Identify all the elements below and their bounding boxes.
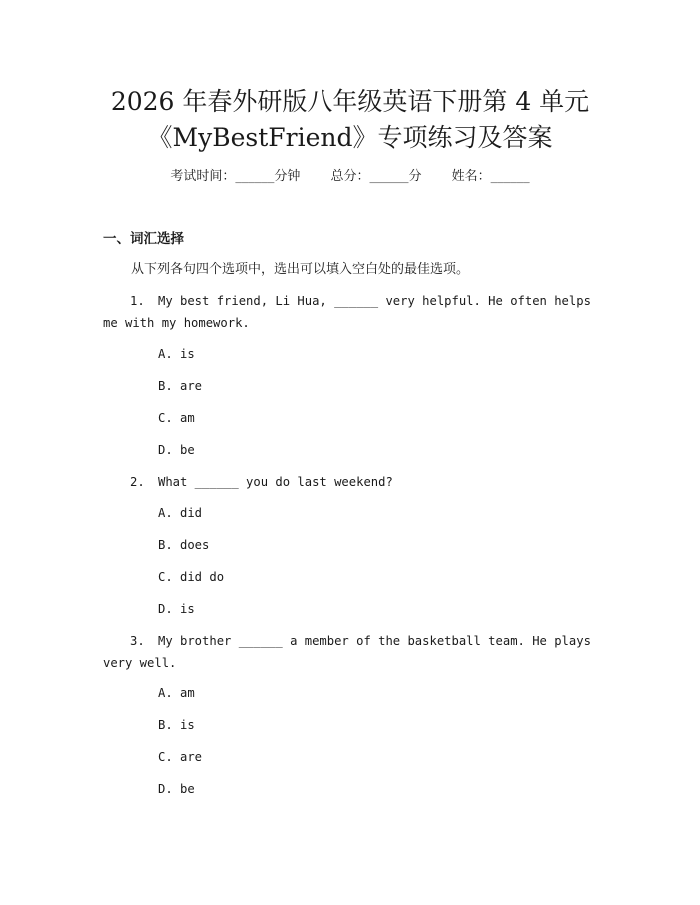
exam-total-score: 总分：______分 [330,169,422,184]
option: C. are [158,750,203,764]
question [103,290,597,334]
section-instruction: 从下列各句四个选项中，选出可以填入空白处的最佳选项。 [131,262,470,277]
question [103,630,597,674]
option: C. am [158,411,195,425]
question-text: My best friend, Li Hua, ______ very helpful. He often helps me with my homework. [103,294,591,330]
question-text: What ______ you do last weekend? [158,475,393,489]
option: D. is [158,602,195,616]
document-title-line2: 《MyBestFriend》专项练习及答案 [147,123,553,152]
exam-info [0,167,700,187]
exam-time: 考试时间：______分钟 [170,169,301,184]
section-title: 一、词汇选择 [103,231,184,247]
option: A. am [158,686,195,700]
option: B. does [158,538,210,552]
question-number: 3. [130,634,145,648]
option: D. be [158,782,195,796]
question-text: My brother ______ a member of the basketball team. He plays very well. [103,634,591,670]
option: D. be [158,443,195,457]
option: B. is [158,718,195,732]
student-name: 姓名：______ [451,169,530,184]
option: A. did [158,506,203,520]
question-number: 2. [130,475,145,489]
option: A. is [158,347,195,361]
question-number: 1. [130,294,145,308]
option: B. are [158,379,203,393]
document-title-line1: 2026 年春外研版八年级英语下册第 4 单元 [110,87,590,116]
option: C. did do [158,570,225,584]
question [103,471,597,493]
